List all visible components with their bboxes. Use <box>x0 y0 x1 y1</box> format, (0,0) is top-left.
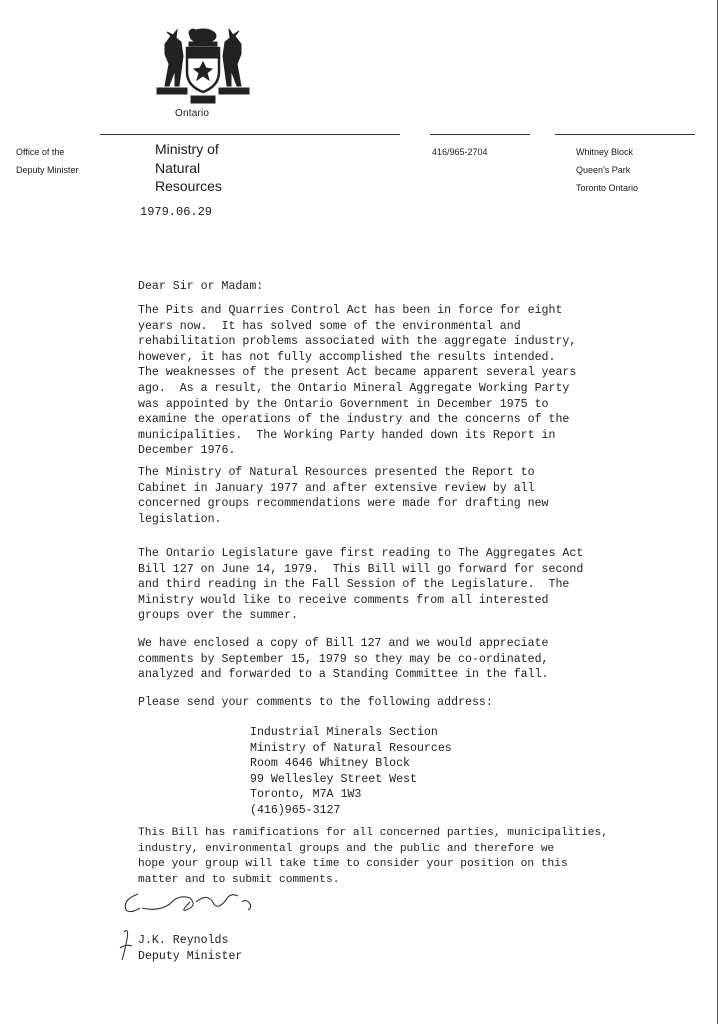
paragraph-3: The Ontario Legislature gave first reading to The Aggregates Act Bill 127 on June 14, 1979. This Bill will go forward for second and third reading in the Fall Session of the Legislature. The Ministry would like to receive comments from all interested groups over the summer. <box>138 547 584 623</box>
header-rule-left <box>100 134 400 135</box>
address-line: Queen's Park <box>576 165 631 175</box>
mailing-address: Industrial Minerals Section Ministry of Natural Resources Room 4646 Whitney Block 99 Wellesley Street West Toronto, M7A 1W3 (416)965-3127 <box>250 726 452 817</box>
signer-name: J.K. Reynolds <box>138 934 229 947</box>
salutation: Dear Sir or Madam: <box>138 280 264 293</box>
ministry-line: Resources <box>155 178 222 194</box>
address-line: Whitney Block <box>576 147 634 157</box>
ministry-name <box>155 140 222 196</box>
ontario-coat-of-arms-icon <box>153 26 253 108</box>
ministry-line: Natural <box>155 159 201 176</box>
paragraph-1: The Pits and Quarries Control Act has been in force for eight years now. It has solved some of the environmental and rehabilitation problems associated with the aggregate industry, however, it has not fully accomplished the results intended. The weaknesses of the present Act became apparent several years ago. As a result, the Ontario Mineral Aggregate Working Party was appointed by the Ontario Government in December 1975 to examine the operations of the industry and the concerns of the municipalities. The Working Party handed down its Report in December 1976. <box>138 304 577 458</box>
paragraph-2: The Ministry of Natural Resources presented the Report to Cabinet in January 1977 and after extensive review by all concerned groups recommendations were made for drafting new legislation. <box>138 466 549 526</box>
page-edge <box>717 0 718 1024</box>
letter-date: 1979.06.29 <box>140 205 213 219</box>
ministry-address <box>576 143 638 197</box>
paragraph-4: We have enclosed a copy of Bill 127 and we would appreciate comments by September 15, 1979 so they may be co-ordinated, analyzed and forwarded to a Standing Committee in the fall. <box>138 637 549 682</box>
signer-title: Deputy Minister <box>138 950 243 963</box>
paragraph-5: Please send your comments to the following address: <box>138 696 493 709</box>
address-line: Toronto Ontario <box>576 183 639 193</box>
office-line: Office of the <box>16 147 65 157</box>
header-rule-middle <box>430 134 530 135</box>
header-rule-right <box>555 134 695 135</box>
office-block <box>16 143 79 179</box>
closing-paragraph: This Bill has ramifications for all concerned parties, municipalities, industry, environmental groups and the public and therefore we hope your group will take time to consider your position on this matter and to submit comments. <box>138 827 608 886</box>
ministry-line: Ministry of <box>155 141 219 157</box>
office-line: Deputy Minister <box>16 165 79 175</box>
crest-label: Ontario <box>175 108 210 119</box>
phone-number: 416/965-2704 <box>432 147 488 157</box>
